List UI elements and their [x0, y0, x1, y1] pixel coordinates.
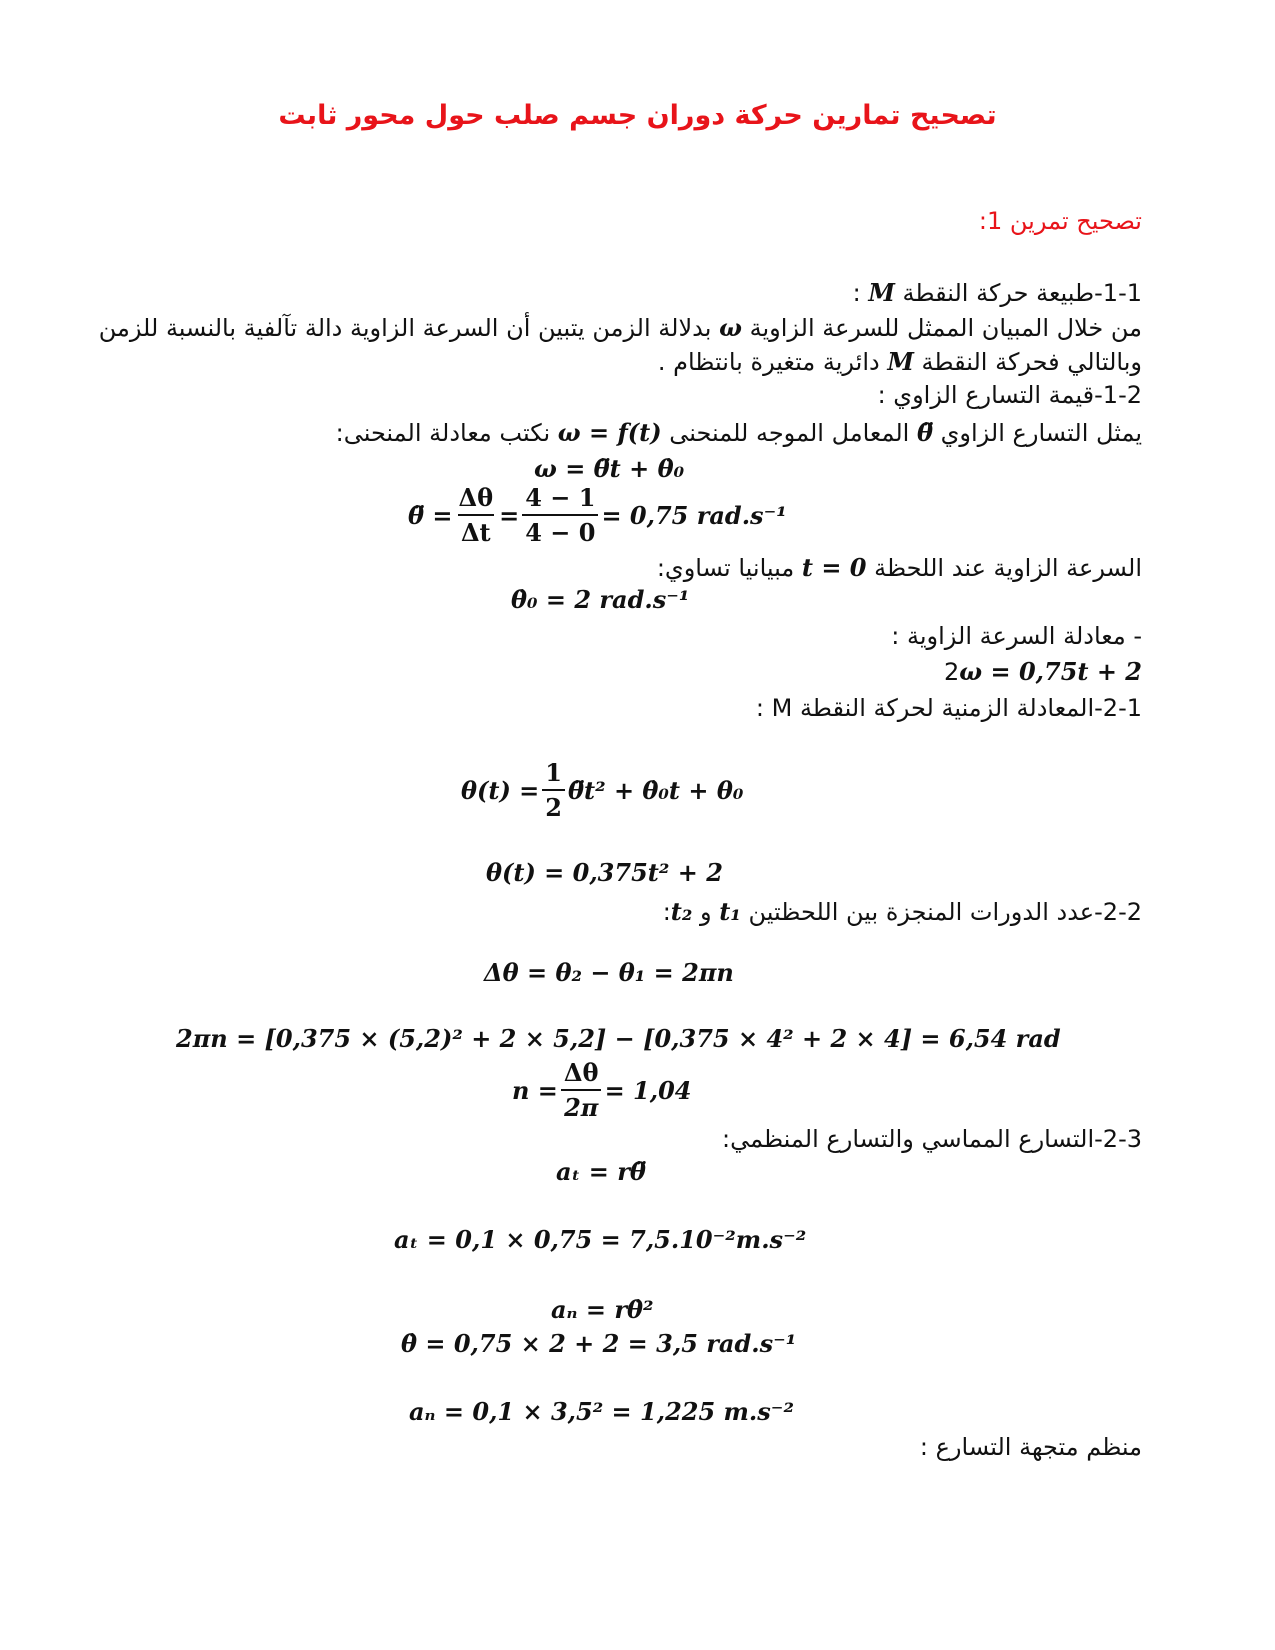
fraction-values [522, 483, 598, 547]
symbol-t2: t₂ [670, 897, 693, 926]
fraction-half [542, 758, 565, 822]
eq-lhs: θ̈ = [408, 500, 453, 530]
colon: : [852, 279, 869, 307]
eq-rhs: = 1,04 [604, 1075, 692, 1105]
equation-theta-final: θ(t) = 0,375t² + 2 [486, 858, 723, 887]
text-part: السرعة الزاوية عند اللحظة [874, 554, 1142, 582]
section-2-2-heading: 2-2-عدد الدورات المنجزة بين اللحظتين t₁ و t₂: [662, 897, 1142, 926]
fraction-denominator: Δt [458, 514, 494, 547]
equation-at: aₜ = rθ̈ [556, 1157, 646, 1186]
equation-an: aₙ = rθ̇² [551, 1295, 654, 1324]
fraction-denominator: 2π [561, 1089, 601, 1122]
equation-delta-theta: Δθ = θ₂ − θ₁ = 2πn [484, 958, 734, 987]
section-1-1-text-line2 [658, 347, 1142, 376]
eq-rhs: = 0,75 rad.s⁻¹ [601, 500, 787, 530]
fraction-n [561, 1058, 602, 1122]
fraction-delta [455, 483, 496, 547]
section-1-2-omega0-text [657, 553, 1142, 582]
section-2-3-heading: 2-3-التسارع المماسي والتسارع المنظمي: [722, 1125, 1142, 1153]
text-part: وبالتالي فحركة النقطة [921, 348, 1142, 376]
section-1-2-text [336, 418, 1142, 447]
fraction-numerator: Δθ [458, 483, 494, 512]
equation-thetadot-value: θ̇ = 0,75 × 2 + 2 = 3,5 rad.s⁻¹ [401, 1329, 797, 1358]
section-1-1-text-line1 [99, 313, 1142, 342]
text-part: من خلال المبيان الممثل للسرعة الزاوية [749, 314, 1142, 342]
equation-omega-line: ω = θ̈t + θ̇₀ [534, 454, 685, 483]
symbol-omega: ω [719, 313, 742, 342]
text-part: يمثل التسارع الزاوي [940, 419, 1142, 447]
text-part: دائرية متغيرة بانتظام . [657, 348, 880, 376]
equation-omega0: θ̇₀ = 2 rad.s⁻¹ [511, 585, 690, 614]
text-part: 2-2-عدد الدورات المنجزة بين اللحظتين [748, 898, 1142, 926]
fraction-numerator: 4 − 1 [525, 483, 596, 512]
eq-body: ω = 0,75t + 2 [959, 657, 1142, 686]
symbol-M: M [868, 278, 895, 307]
symbol-theta-ddot: θ̈ [916, 418, 933, 447]
text-part: المعامل الموجه للمنحنى [669, 419, 910, 447]
equation-theta-t [461, 758, 743, 822]
section-1-2-heading: 1-2-قيمة التسارع الزاوي : [877, 381, 1142, 409]
fraction-numerator: Δθ [563, 1058, 599, 1087]
text-part: نكتب معادلة المنحنى: [335, 419, 551, 447]
text-and: و [700, 898, 712, 926]
symbol-M: M [887, 347, 914, 376]
equation-at-value: aₜ = 0,1 × 0,75 = 7,5.10⁻²m.s⁻² [394, 1225, 807, 1254]
symbol-t1: t₁ [719, 897, 741, 926]
equation-t-zero: t = 0 [801, 553, 867, 582]
exercise-heading: تصحيح تمرين 1: [978, 207, 1142, 235]
equation-angular-acceleration: θ̈ = $\frac{\Delta\theta}{\Delta t}$ = $\frac{4 - 1}{4 - 0}$ = 0,75 rad.s⁻¹ [408, 483, 787, 547]
fraction-numerator: 1 [545, 758, 562, 787]
fraction-denominator: 2 [542, 789, 565, 822]
eq-lhs: θ(t) = [461, 775, 540, 805]
equation-omega-final [944, 657, 1142, 686]
section-acceleration-norm-heading: منظم متجهة التسارع : [919, 1433, 1142, 1461]
eq-lhs: n = [512, 1075, 558, 1105]
equation-2pi-n: 2πn = [0,375 × (5,2)² + 2 × 5,2] − [0,375 × 4² + 2 × 4] = 6,54 rad [176, 1024, 1061, 1053]
section-2-1-heading: 2-1-المعادلة الزمنية لحركة النقطة M : [755, 694, 1142, 722]
fraction-denominator: 4 − 0 [522, 514, 598, 547]
section-1-1-label: 1-1-طبيعة حركة النقطة [902, 279, 1142, 307]
equation-n [512, 1058, 691, 1122]
section-1-1-heading [853, 278, 1142, 307]
text-part: بدلالة الزمن يتبين أن السرعة الزاوية دالة تآلفية بالنسبة للزمن [98, 314, 712, 342]
equation-omega-f-t: ω = f(t) [557, 418, 662, 447]
page-title: تصحيح تمارين حركة دوران جسم صلب حول محور ثابت [278, 100, 997, 131]
eq-prefix: 2 [943, 658, 960, 686]
equation-an-value: aₙ = 0,1 × 3,5² = 1,225 m.s⁻² [409, 1397, 794, 1426]
eq-rhs: θ̈t² + θ̇₀t + θ₀ [567, 775, 744, 805]
text-part: مبيانيا تساوي: [656, 554, 795, 582]
section-omega-equation-label: - معادلة السرعة الزاوية : [891, 622, 1142, 650]
